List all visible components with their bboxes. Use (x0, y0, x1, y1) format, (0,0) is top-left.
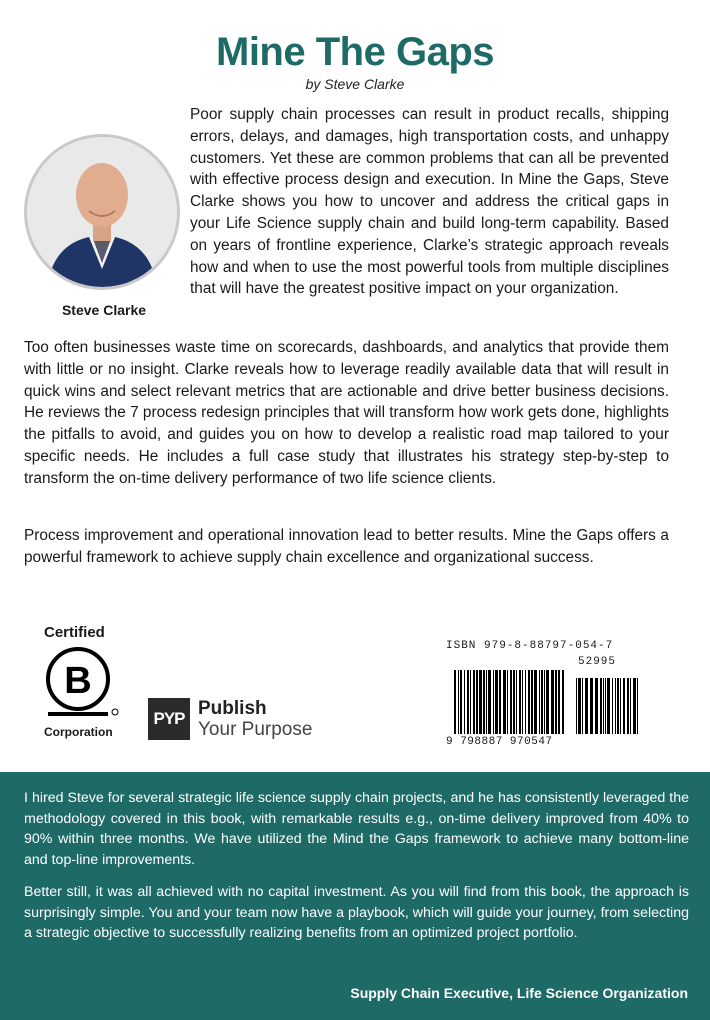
barcode-addon-bar (630, 678, 631, 734)
barcode-addon-bar (623, 678, 625, 734)
barcode-addon-bar (582, 678, 583, 734)
barcode-bar (473, 670, 475, 734)
testimonial-paragraph-1: I hired Steve for several strategic life science supply chain projects, and he has consistently leveraged the methodology covered in this book, with remarkable results e.g., on-time delivery improved from 40% to 90% within three months. We have utilized the Mind the Gaps framework to achieve many bottom-line and top-line improvements. (24, 790, 689, 868)
barcode-bar (507, 670, 508, 734)
barcode-bar (551, 670, 554, 734)
barcode-bar (558, 670, 560, 734)
barcode-bar (495, 670, 498, 734)
publisher-logo (148, 698, 312, 740)
barcode-addon-bar (633, 678, 636, 734)
barcode-bar (503, 670, 506, 734)
barcode-bar (476, 670, 478, 734)
barcode-addon-bar (603, 678, 604, 734)
barcode-bar (454, 670, 456, 734)
barcode-bar (486, 670, 487, 734)
barcode-bar (464, 670, 465, 734)
barcode-bar (483, 670, 485, 734)
barcode-bar (531, 670, 533, 734)
barcode-addon-bar (590, 678, 593, 734)
barcode-bar (470, 670, 471, 734)
barcode-addon-bar (595, 678, 598, 734)
publisher-name-line1: Publish (198, 698, 267, 719)
barcode-addon-bar (620, 678, 621, 734)
barcode-addon-bar (615, 678, 616, 734)
barcode-bar (510, 670, 512, 734)
barcode-bar (488, 670, 491, 734)
publisher-mark: PYP (148, 698, 190, 740)
barcode-addon-bar (607, 678, 610, 734)
barcode-bars-graphic (446, 670, 642, 742)
barcode-digits: 9 798887 970547 (446, 736, 553, 748)
bcorp-certified-label: Certified (44, 624, 105, 641)
barcode-bar (525, 670, 526, 734)
testimonial-attribution: Supply Chain Executive, Life Science Organization (350, 985, 688, 1001)
barcode-bar (499, 670, 501, 734)
author-block (24, 104, 190, 316)
barcode-addon-bar (585, 678, 588, 734)
barcode-bar (534, 670, 537, 734)
barcode-addon-bar (617, 678, 619, 734)
description-paragraph-1 (24, 104, 669, 316)
description-paragraph-3: Process improvement and operational innovation lead to better results. Mine the Gaps offers a powerful framework to achieve supply chain excellence and organizational success. (24, 527, 669, 566)
barcode-addon-bar (627, 678, 629, 734)
barcode-bar (528, 670, 530, 734)
description-paragraph-2: Too often businesses waste time on scorecards, dashboards, and analytics that provide them with little or no insight. Clarke reveals how to leverage readily available data that will result in quick wins and select relevant metrics that are actionable and drive better business decisions. He reviews the 7 process redesign principles that will transform how work gets done, highlights the pitfalls to avoid, and guides you on how to develop a realistic road map tailored to your specific needs. He includes a full case study that illustrates his strategy step-by-step to transform the on-time delivery performance of two life science clients. (24, 339, 670, 487)
author-portrait-graphic (27, 137, 177, 287)
barcode-bar (539, 670, 540, 734)
barcode-bar (479, 670, 482, 734)
publisher-name-line2: Your Purpose (198, 719, 313, 740)
bcorp-b-circle-icon (44, 641, 120, 717)
price-code-label: 52995 (578, 656, 617, 668)
isbn-barcode (446, 640, 642, 750)
barcode-bar (541, 670, 543, 734)
bcorp-corporation-label: Corporation (44, 725, 113, 739)
barcode-addon-bar (578, 678, 581, 734)
author-caption: Steve Clarke (61, 302, 147, 318)
barcode-addon-bar (637, 678, 638, 734)
barcode-addon-bar (612, 678, 613, 734)
testimonial-panel (0, 772, 710, 1020)
barcode-bar (546, 670, 549, 734)
description-paragraph-1-text: Poor supply chain processes can result in product recalls, shipping errors, delays, and damages, high transportation costs, and unhappy customers. Yet these are common problems that can all be prevented with effective process design and execution. In Mine the Gaps, Steve Clarke shows you how to uncover and address the critical gaps in your Life Science supply chain and build long-term capability. Based on years of frontline experience, Clarke’s strategic approach reveals how and when to use the most powerful tools from multiple disciplines that will have the greatest positive impact on your organization. (190, 106, 669, 298)
book-title: Mine The Gaps (216, 30, 494, 74)
barcode-bar (519, 670, 521, 734)
barcode-bar (460, 670, 462, 734)
testimonial-paragraph-2: Better still, it was all achieved with no capital investment. As you will find from this book, the approach is surprisingly simple. You and your team now have a playbook, which will guide your journey, from selecting a strategic objective to successfully realizing benefits from an optimized project portfolio. (24, 884, 689, 942)
barcode-addon-bar (576, 678, 577, 734)
barcode-bar (458, 670, 459, 734)
barcode-bar (522, 670, 523, 734)
book-byline: by Steve Clarke (305, 76, 405, 92)
barcode-bar (513, 670, 515, 734)
author-photo (24, 134, 180, 290)
barcode-bar (467, 670, 469, 734)
barcode-bar (544, 670, 545, 734)
bcorp-letter: B (64, 660, 92, 702)
barcode-bar (516, 670, 517, 734)
barcode-bar (555, 670, 557, 734)
barcode-addon-bar (605, 678, 606, 734)
isbn-label: ISBN 979-8-88797-054-7 (446, 640, 614, 652)
barcode-addon-bar (600, 678, 602, 734)
bcorp-logo (44, 624, 124, 739)
barcode-bar (493, 670, 494, 734)
barcode-bar (562, 670, 564, 734)
